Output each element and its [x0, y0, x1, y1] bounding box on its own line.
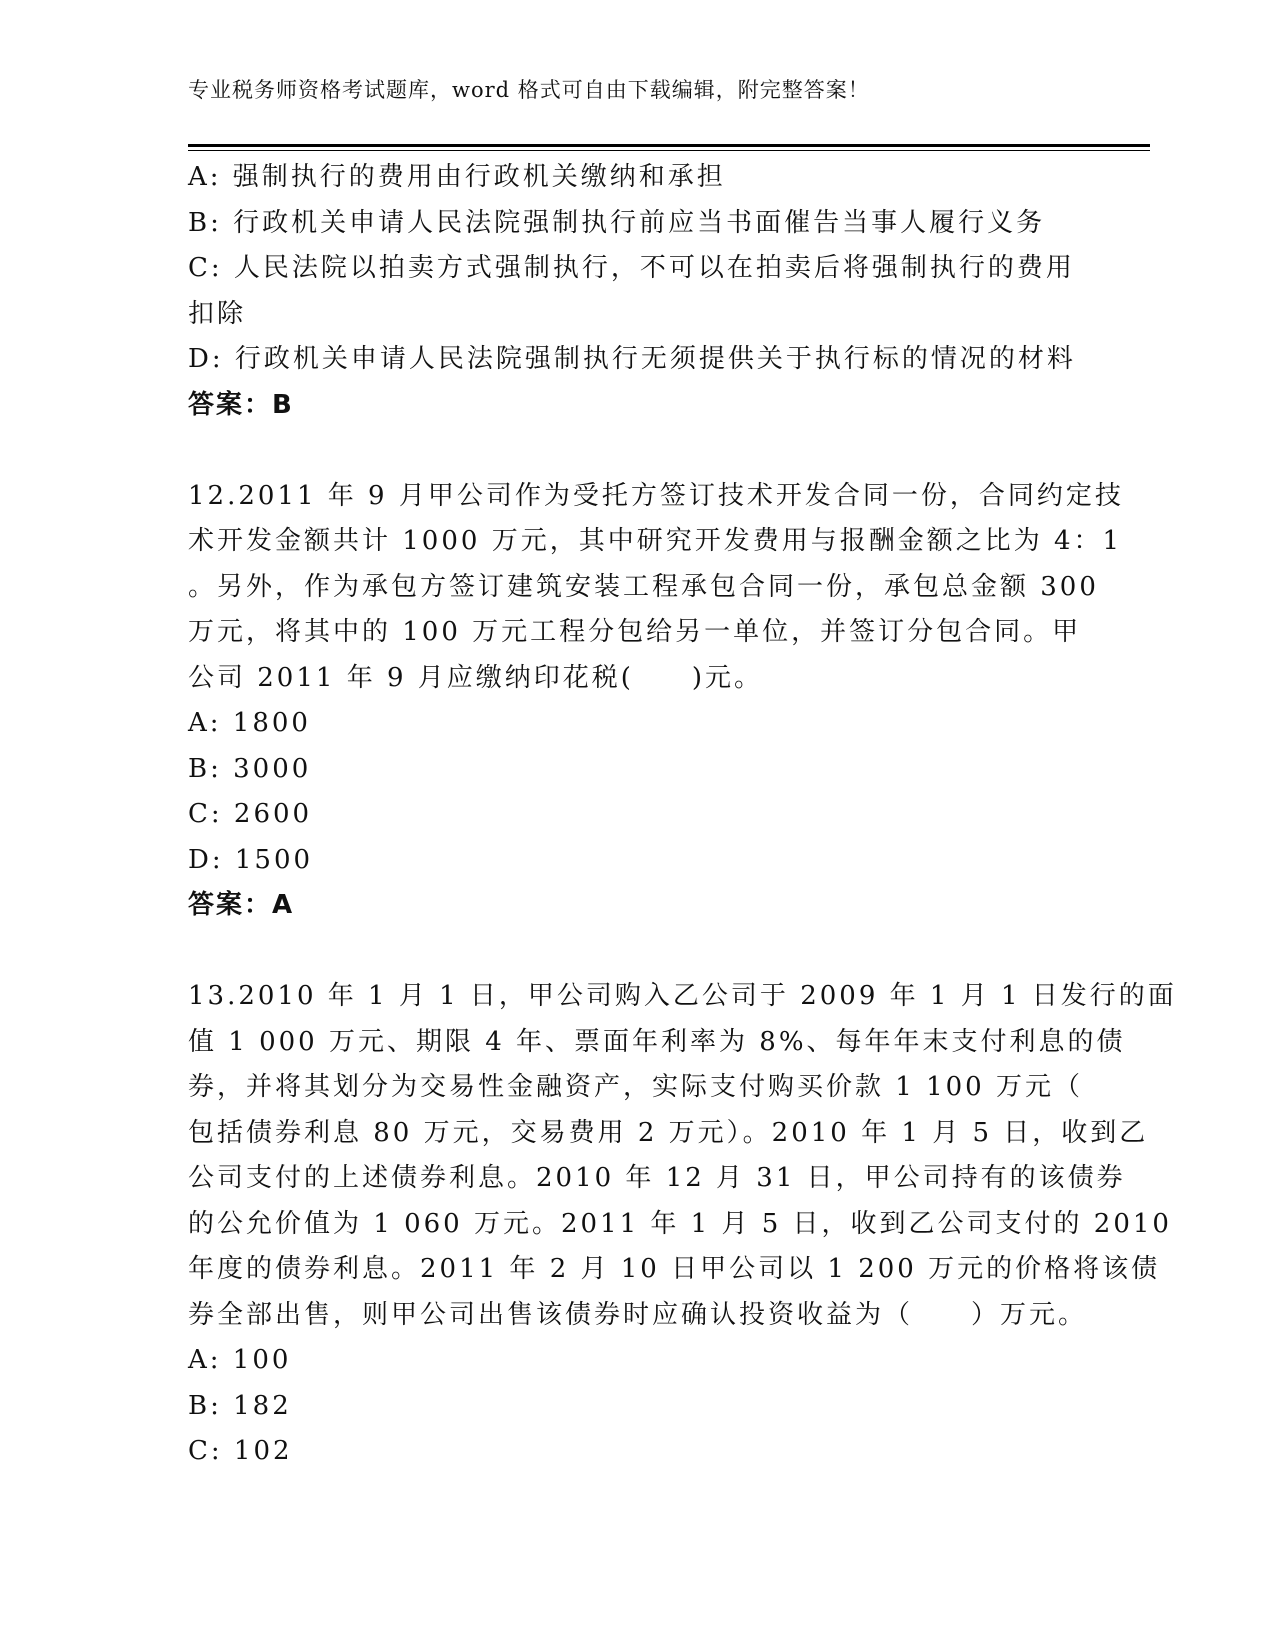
option-c: C: 人民法院以拍卖方式强制执行，不可以在拍卖后将强制执行的费用: [188, 253, 1075, 283]
question-stem-line: 万元，将其中的 100 万元工程分包给另一单位，并签订分包合同。甲: [188, 617, 1082, 647]
question-stem-line: 的公允价值为 1 060 万元。2011 年 1 月 5 日，收到乙公司支付的 2010: [188, 1208, 1172, 1239]
question-stem-line: 12.2011 年 9 月甲公司作为受托方签订技术开发合同一份，合同约定技: [188, 480, 1124, 511]
option-b: B: 3000: [188, 753, 312, 784]
option-c-continued: 扣除: [188, 298, 247, 329]
question-stem-line: 值 1 000 万元、期限 4 年、票面年利率为 8%、每年年末支付利息的债: [188, 1026, 1126, 1057]
option-a: A: 100: [188, 1345, 292, 1375]
question-stem-line: 。另外，作为承包方签订建筑安装工程承包合同一份，承包总金额 300: [188, 571, 1099, 602]
question-stem-line: 包括债券利息 80 万元，交易费用 2 万元）。2010 年 1 月 5 日，收到乙: [188, 1117, 1149, 1148]
question-12: [188, 474, 1124, 929]
option-d: D: 1500: [188, 844, 314, 875]
option-b: B: 182: [188, 1390, 292, 1421]
option-d: D: 行政机关申请人民法院强制执行无须提供关于执行标的情况的材料: [188, 344, 1076, 374]
header-divider: [188, 144, 1150, 147]
question-content: [188, 155, 1177, 1475]
question-stem-line: 公司支付的上述债券利息。2010 年 12 月 31 日，甲公司持有的该债券: [188, 1163, 1126, 1193]
question-stem-line: 券，并将其划分为交易性金融资产，实际支付购买价款 1 100 万元（: [188, 1072, 1083, 1102]
question-stem-line: 年度的债券利息。2011 年 2 月 10 日甲公司以 1 200 万元的价格将该债: [188, 1254, 1161, 1284]
question-stem-line: 术开发金额共计 1000 万元，其中研究开发费用与报酬金额之比为 4：1: [188, 526, 1123, 556]
question-stem-line: 13.2010 年 1 月 1 日，甲公司购入乙公司于 2009 年 1 月 1 日发行的面: [188, 981, 1177, 1011]
option-c: C: 2600: [188, 799, 313, 829]
option-b: B: 行政机关申请人民法院强制执行前应当书面催告当事人履行义务: [188, 207, 1046, 238]
spacer: [188, 929, 1078, 975]
page-header: 专业税务师资格考试题库，word 格式可自由下载编辑，附完整答案！: [188, 78, 870, 102]
option-a: A: 1800: [188, 708, 311, 738]
option-a: A: 强制执行的费用由行政机关缴纳和承担: [188, 162, 726, 192]
question-stem-line: 公司 2011 年 9 月应缴纳印花税( )元。: [188, 662, 764, 693]
answer: 答案：B: [188, 389, 294, 420]
question-11: [188, 155, 1078, 428]
question-13: [188, 974, 1177, 1475]
question-stem-line: 券全部出售，则甲公司出售该债券时应确认投资收益为（ ）万元。: [188, 1299, 1088, 1330]
option-c: C: 102: [188, 1436, 293, 1466]
answer: 答案：A: [188, 890, 295, 920]
spacer: [188, 428, 1078, 474]
